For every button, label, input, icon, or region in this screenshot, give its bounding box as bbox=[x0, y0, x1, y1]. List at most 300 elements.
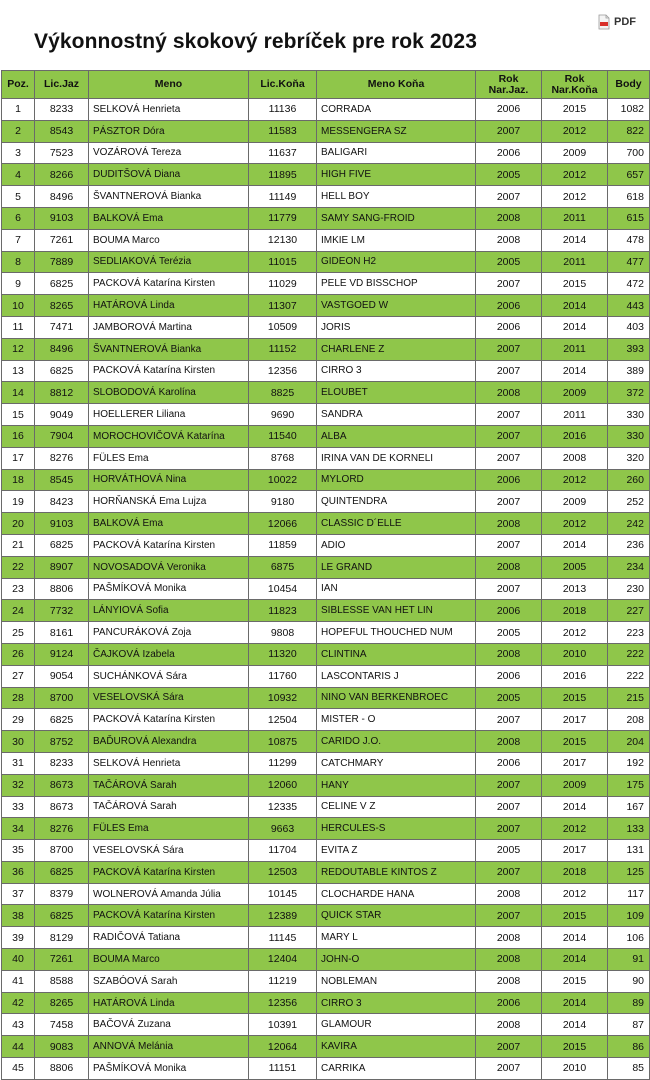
cell-position: 12 bbox=[2, 338, 35, 360]
cell-points: 443 bbox=[608, 295, 650, 317]
cell-name: VOZÁROVÁ Tereza bbox=[89, 142, 249, 164]
table-row bbox=[2, 709, 650, 731]
cell-points: 230 bbox=[608, 578, 650, 600]
cell-points: 236 bbox=[608, 534, 650, 556]
cell-points: 320 bbox=[608, 447, 650, 469]
cell-rider-birth-year: 2008 bbox=[476, 382, 542, 404]
cell-horse-birth-year: 2015 bbox=[542, 687, 608, 709]
cell-rider-birth-year: 2007 bbox=[476, 338, 542, 360]
cell-horse-license: 11704 bbox=[249, 840, 317, 862]
table-row bbox=[2, 905, 650, 927]
cell-position: 40 bbox=[2, 949, 35, 971]
table-row bbox=[2, 534, 650, 556]
cell-rider-license: 6825 bbox=[35, 861, 89, 883]
cell-rider-license: 6825 bbox=[35, 709, 89, 731]
cell-horse-birth-year: 2015 bbox=[542, 905, 608, 927]
table-row bbox=[2, 643, 650, 665]
table-row bbox=[2, 796, 650, 818]
cell-rider-license: 9083 bbox=[35, 1036, 89, 1058]
cell-points: 87 bbox=[608, 1014, 650, 1036]
cell-horse-birth-year: 2015 bbox=[542, 970, 608, 992]
cell-rider-birth-year: 2007 bbox=[476, 774, 542, 796]
cell-rider-license: 8276 bbox=[35, 447, 89, 469]
cell-rider-license: 8265 bbox=[35, 992, 89, 1014]
cell-name: ANNOVÁ Melánia bbox=[89, 1036, 249, 1058]
cell-horse-birth-year: 2014 bbox=[542, 360, 608, 382]
cell-horse-name: JOHN-O bbox=[317, 949, 476, 971]
cell-name: TAČÁROVÁ Sarah bbox=[89, 796, 249, 818]
cell-points: 260 bbox=[608, 469, 650, 491]
cell-name: BOUMA Marco bbox=[89, 229, 249, 251]
cell-horse-license: 11299 bbox=[249, 752, 317, 774]
cell-name: PAŠMÍKOVÁ Monika bbox=[89, 578, 249, 600]
cell-horse-birth-year: 2018 bbox=[542, 861, 608, 883]
cell-horse-birth-year: 2012 bbox=[542, 186, 608, 208]
cell-horse-name: ADIO bbox=[317, 534, 476, 556]
table-row bbox=[2, 949, 650, 971]
cell-horse-birth-year: 2017 bbox=[542, 840, 608, 862]
cell-rider-license: 6825 bbox=[35, 360, 89, 382]
cell-points: 822 bbox=[608, 120, 650, 142]
cell-horse-license: 12356 bbox=[249, 992, 317, 1014]
cell-rider-license: 8496 bbox=[35, 186, 89, 208]
rider-birth-year-line2: Nar.Jaz. bbox=[488, 83, 529, 96]
table-row bbox=[2, 665, 650, 687]
cell-rider-birth-year: 2007 bbox=[476, 491, 542, 513]
cell-position: 9 bbox=[2, 273, 35, 295]
cell-points: 85 bbox=[608, 1058, 650, 1080]
cell-horse-license: 12503 bbox=[249, 861, 317, 883]
table-row bbox=[2, 99, 650, 121]
cell-horse-license: 12060 bbox=[249, 774, 317, 796]
cell-rider-license: 8496 bbox=[35, 338, 89, 360]
cell-rider-license: 6825 bbox=[35, 534, 89, 556]
cell-position: 8 bbox=[2, 251, 35, 273]
cell-points: 372 bbox=[608, 382, 650, 404]
cell-rider-license: 7904 bbox=[35, 425, 89, 447]
table-row bbox=[2, 229, 650, 251]
cell-horse-license: 9663 bbox=[249, 818, 317, 840]
cell-position: 33 bbox=[2, 796, 35, 818]
cell-points: 700 bbox=[608, 142, 650, 164]
cell-horse-birth-year: 2014 bbox=[542, 534, 608, 556]
cell-rider-license: 8379 bbox=[35, 883, 89, 905]
cell-name: HOELLERER Liliana bbox=[89, 404, 249, 426]
cell-horse-license: 8825 bbox=[249, 382, 317, 404]
cell-rider-license: 8545 bbox=[35, 469, 89, 491]
table-row bbox=[2, 469, 650, 491]
cell-horse-birth-year: 2016 bbox=[542, 665, 608, 687]
cell-horse-license: 11152 bbox=[249, 338, 317, 360]
cell-horse-birth-year: 2012 bbox=[542, 883, 608, 905]
pdf-download-link[interactable] bbox=[597, 14, 636, 30]
cell-horse-license: 11307 bbox=[249, 295, 317, 317]
cell-rider-birth-year: 2006 bbox=[476, 469, 542, 491]
cell-rider-license: 7523 bbox=[35, 142, 89, 164]
cell-position: 11 bbox=[2, 316, 35, 338]
cell-horse-name: QUINTENDRA bbox=[317, 491, 476, 513]
cell-horse-birth-year: 2013 bbox=[542, 578, 608, 600]
cell-position: 24 bbox=[2, 600, 35, 622]
cell-horse-license: 8768 bbox=[249, 447, 317, 469]
cell-horse-license: 12389 bbox=[249, 905, 317, 927]
cell-horse-license: 10022 bbox=[249, 469, 317, 491]
cell-horse-license: 6875 bbox=[249, 556, 317, 578]
cell-horse-name: CIRRO 3 bbox=[317, 992, 476, 1014]
cell-name: SELKOVÁ Henrieta bbox=[89, 99, 249, 121]
cell-horse-birth-year: 2015 bbox=[542, 731, 608, 753]
table-row bbox=[2, 295, 650, 317]
cell-horse-license: 9690 bbox=[249, 404, 317, 426]
horse-birth-year-line2: Nar.Koňa bbox=[551, 83, 598, 96]
cell-horse-name: CLASSIC D´ELLE bbox=[317, 513, 476, 535]
column-header-rider-birth-year bbox=[476, 71, 542, 99]
cell-rider-license: 8129 bbox=[35, 927, 89, 949]
table-row bbox=[2, 752, 650, 774]
cell-horse-license: 12335 bbox=[249, 796, 317, 818]
cell-horse-name: HIGH FIVE bbox=[317, 164, 476, 186]
cell-horse-name: BALIGARI bbox=[317, 142, 476, 164]
cell-horse-birth-year: 2014 bbox=[542, 796, 608, 818]
table-row bbox=[2, 861, 650, 883]
cell-horse-name: CIRRO 3 bbox=[317, 360, 476, 382]
cell-points: 109 bbox=[608, 905, 650, 927]
cell-horse-name: LE GRAND bbox=[317, 556, 476, 578]
cell-rider-birth-year: 2007 bbox=[476, 578, 542, 600]
cell-points: 223 bbox=[608, 622, 650, 644]
cell-horse-name: QUICK STAR bbox=[317, 905, 476, 927]
rider-birth-year-line1: Rok bbox=[498, 72, 519, 85]
cell-name: PACKOVÁ Katarína Kirsten bbox=[89, 905, 249, 927]
cell-position: 42 bbox=[2, 992, 35, 1014]
table-row bbox=[2, 251, 650, 273]
cell-rider-license: 6825 bbox=[35, 273, 89, 295]
cell-name: HORVÁTHOVÁ Nina bbox=[89, 469, 249, 491]
cell-horse-name: VASTGOED W bbox=[317, 295, 476, 317]
cell-rider-birth-year: 2007 bbox=[476, 796, 542, 818]
cell-rider-license: 8543 bbox=[35, 120, 89, 142]
cell-rider-birth-year: 2008 bbox=[476, 229, 542, 251]
cell-rider-birth-year: 2007 bbox=[476, 425, 542, 447]
cell-rider-license: 8233 bbox=[35, 752, 89, 774]
cell-horse-license: 12064 bbox=[249, 1036, 317, 1058]
cell-rider-birth-year: 2007 bbox=[476, 534, 542, 556]
cell-rider-birth-year: 2006 bbox=[476, 295, 542, 317]
table-body bbox=[2, 99, 650, 1080]
table-row bbox=[2, 273, 650, 295]
table-row bbox=[2, 404, 650, 426]
cell-position: 32 bbox=[2, 774, 35, 796]
cell-position: 18 bbox=[2, 469, 35, 491]
cell-horse-license: 10875 bbox=[249, 731, 317, 753]
table-row bbox=[2, 622, 650, 644]
cell-name: MOROCHOVIČOVÁ Katarína bbox=[89, 425, 249, 447]
cell-rider-birth-year: 2006 bbox=[476, 600, 542, 622]
cell-name: WOLNEROVÁ Amanda Júlia bbox=[89, 883, 249, 905]
cell-horse-license: 11145 bbox=[249, 927, 317, 949]
cell-rider-birth-year: 2005 bbox=[476, 251, 542, 273]
cell-points: 478 bbox=[608, 229, 650, 251]
cell-points: 477 bbox=[608, 251, 650, 273]
cell-name: BOUMA Marco bbox=[89, 949, 249, 971]
cell-horse-name: MYLORD bbox=[317, 469, 476, 491]
table-row bbox=[2, 600, 650, 622]
cell-horse-birth-year: 2009 bbox=[542, 491, 608, 513]
cell-horse-birth-year: 2011 bbox=[542, 404, 608, 426]
cell-points: 215 bbox=[608, 687, 650, 709]
cell-horse-name: ELOUBET bbox=[317, 382, 476, 404]
cell-name: LÁNYIOVÁ Sofia bbox=[89, 600, 249, 622]
cell-horse-license: 11760 bbox=[249, 665, 317, 687]
cell-horse-birth-year: 2015 bbox=[542, 99, 608, 121]
cell-name: ŠVANTNEROVÁ Bianka bbox=[89, 338, 249, 360]
cell-rider-birth-year: 2008 bbox=[476, 970, 542, 992]
cell-position: 17 bbox=[2, 447, 35, 469]
cell-horse-name: HOPEFUL THOUCHED NUM bbox=[317, 622, 476, 644]
cell-rider-birth-year: 2008 bbox=[476, 927, 542, 949]
cell-points: 227 bbox=[608, 600, 650, 622]
cell-rider-license: 9049 bbox=[35, 404, 89, 426]
cell-name: HATÁROVÁ Linda bbox=[89, 295, 249, 317]
cell-horse-license: 11779 bbox=[249, 207, 317, 229]
cell-horse-license: 10932 bbox=[249, 687, 317, 709]
cell-horse-license: 12504 bbox=[249, 709, 317, 731]
cell-horse-license: 12356 bbox=[249, 360, 317, 382]
cell-points: 86 bbox=[608, 1036, 650, 1058]
cell-name: JAMBOROVÁ Martina bbox=[89, 316, 249, 338]
cell-position: 16 bbox=[2, 425, 35, 447]
cell-rider-license: 8806 bbox=[35, 1058, 89, 1080]
cell-rider-birth-year: 2007 bbox=[476, 1036, 542, 1058]
table-row bbox=[2, 731, 650, 753]
cell-horse-birth-year: 2017 bbox=[542, 752, 608, 774]
cell-horse-birth-year: 2009 bbox=[542, 142, 608, 164]
cell-position: 30 bbox=[2, 731, 35, 753]
cell-horse-birth-year: 2018 bbox=[542, 600, 608, 622]
cell-horse-license: 12404 bbox=[249, 949, 317, 971]
table-row bbox=[2, 142, 650, 164]
cell-horse-birth-year: 2012 bbox=[542, 513, 608, 535]
cell-points: 252 bbox=[608, 491, 650, 513]
cell-rider-license: 8233 bbox=[35, 99, 89, 121]
cell-position: 43 bbox=[2, 1014, 35, 1036]
cell-points: 330 bbox=[608, 425, 650, 447]
cell-position: 19 bbox=[2, 491, 35, 513]
cell-rider-birth-year: 2007 bbox=[476, 447, 542, 469]
cell-horse-name: KAVIRA bbox=[317, 1036, 476, 1058]
cell-horse-license: 9180 bbox=[249, 491, 317, 513]
cell-points: 131 bbox=[608, 840, 650, 862]
cell-position: 21 bbox=[2, 534, 35, 556]
cell-horse-birth-year: 2009 bbox=[542, 382, 608, 404]
table-row bbox=[2, 491, 650, 513]
cell-name: HATÁROVÁ Linda bbox=[89, 992, 249, 1014]
cell-horse-license: 11015 bbox=[249, 251, 317, 273]
pdf-file-icon bbox=[597, 14, 611, 30]
cell-name: PACKOVÁ Katarína Kirsten bbox=[89, 360, 249, 382]
cell-horse-name: GLAMOUR bbox=[317, 1014, 476, 1036]
cell-horse-birth-year: 2010 bbox=[542, 1058, 608, 1080]
cell-points: 167 bbox=[608, 796, 650, 818]
cell-rider-birth-year: 2006 bbox=[476, 99, 542, 121]
cell-name: ČAJKOVÁ Izabela bbox=[89, 643, 249, 665]
cell-horse-birth-year: 2008 bbox=[542, 447, 608, 469]
cell-position: 13 bbox=[2, 360, 35, 382]
cell-horse-license: 11895 bbox=[249, 164, 317, 186]
cell-horse-license: 10454 bbox=[249, 578, 317, 600]
column-header-points: Body bbox=[608, 71, 650, 99]
cell-position: 26 bbox=[2, 643, 35, 665]
cell-rider-license: 8673 bbox=[35, 774, 89, 796]
cell-rider-birth-year: 2008 bbox=[476, 643, 542, 665]
cell-horse-birth-year: 2011 bbox=[542, 338, 608, 360]
cell-points: 393 bbox=[608, 338, 650, 360]
cell-name: PACKOVÁ Katarína Kirsten bbox=[89, 273, 249, 295]
cell-horse-birth-year: 2011 bbox=[542, 251, 608, 273]
cell-horse-license: 11320 bbox=[249, 643, 317, 665]
table-row bbox=[2, 186, 650, 208]
cell-horse-birth-year: 2012 bbox=[542, 120, 608, 142]
cell-name: PACKOVÁ Katarína Kirsten bbox=[89, 709, 249, 731]
cell-horse-license: 11219 bbox=[249, 970, 317, 992]
cell-horse-license: 11637 bbox=[249, 142, 317, 164]
cell-horse-name: HERCULES-S bbox=[317, 818, 476, 840]
cell-name: BALKOVÁ Ema bbox=[89, 513, 249, 535]
table-row bbox=[2, 425, 650, 447]
cell-position: 45 bbox=[2, 1058, 35, 1080]
table-row bbox=[2, 883, 650, 905]
cell-name: BAĎUROVÁ Alexandra bbox=[89, 731, 249, 753]
table-row bbox=[2, 818, 650, 840]
cell-rider-birth-year: 2007 bbox=[476, 1058, 542, 1080]
cell-position: 41 bbox=[2, 970, 35, 992]
cell-position: 31 bbox=[2, 752, 35, 774]
cell-horse-name: EVITA Z bbox=[317, 840, 476, 862]
cell-rider-license: 7471 bbox=[35, 316, 89, 338]
cell-points: 222 bbox=[608, 643, 650, 665]
cell-rider-birth-year: 2007 bbox=[476, 709, 542, 731]
cell-name: PAŠMÍKOVÁ Monika bbox=[89, 1058, 249, 1080]
cell-position: 22 bbox=[2, 556, 35, 578]
cell-horse-name: HANY bbox=[317, 774, 476, 796]
cell-horse-name: SANDRA bbox=[317, 404, 476, 426]
cell-name: FÜLES Ema bbox=[89, 818, 249, 840]
cell-points: 89 bbox=[608, 992, 650, 1014]
cell-horse-birth-year: 2010 bbox=[542, 643, 608, 665]
cell-points: 234 bbox=[608, 556, 650, 578]
table-row bbox=[2, 382, 650, 404]
cell-rider-license: 8266 bbox=[35, 164, 89, 186]
cell-rider-license: 8700 bbox=[35, 687, 89, 709]
table-row bbox=[2, 1058, 650, 1080]
cell-points: 125 bbox=[608, 861, 650, 883]
cell-horse-birth-year: 2012 bbox=[542, 469, 608, 491]
ranking-table bbox=[1, 70, 650, 1080]
cell-horse-birth-year: 2014 bbox=[542, 295, 608, 317]
cell-points: 106 bbox=[608, 927, 650, 949]
cell-rider-license: 7261 bbox=[35, 949, 89, 971]
table-row bbox=[2, 164, 650, 186]
column-header-horse-license: Lic.Koňa bbox=[249, 71, 317, 99]
cell-name: BALKOVÁ Ema bbox=[89, 207, 249, 229]
cell-position: 6 bbox=[2, 207, 35, 229]
table-row bbox=[2, 774, 650, 796]
table-row bbox=[2, 447, 650, 469]
cell-rider-birth-year: 2008 bbox=[476, 207, 542, 229]
column-header-position: Poz. bbox=[2, 71, 35, 99]
cell-name: SEDLIAKOVÁ Terézia bbox=[89, 251, 249, 273]
cell-rider-license: 7261 bbox=[35, 229, 89, 251]
table-row bbox=[2, 360, 650, 382]
cell-points: 192 bbox=[608, 752, 650, 774]
cell-name: PACKOVÁ Katarína Kirsten bbox=[89, 861, 249, 883]
cell-horse-birth-year: 2016 bbox=[542, 425, 608, 447]
table-row bbox=[2, 927, 650, 949]
cell-horse-name: CLOCHARDE HANA bbox=[317, 883, 476, 905]
cell-name: VESELOVSKÁ Sára bbox=[89, 687, 249, 709]
cell-name: PÁSZTOR Dóra bbox=[89, 120, 249, 142]
cell-rider-birth-year: 2007 bbox=[476, 120, 542, 142]
cell-name: TAČÁROVÁ Sarah bbox=[89, 774, 249, 796]
cell-horse-birth-year: 2011 bbox=[542, 207, 608, 229]
cell-position: 37 bbox=[2, 883, 35, 905]
table-row bbox=[2, 578, 650, 600]
table-row bbox=[2, 840, 650, 862]
cell-points: 91 bbox=[608, 949, 650, 971]
cell-rider-birth-year: 2006 bbox=[476, 752, 542, 774]
cell-rider-license: 8812 bbox=[35, 382, 89, 404]
cell-horse-name: IRINA VAN DE KORNELI bbox=[317, 447, 476, 469]
cell-name: VESELOVSKÁ Sára bbox=[89, 840, 249, 862]
table-row bbox=[2, 316, 650, 338]
column-header-name: Meno bbox=[89, 71, 249, 99]
cell-horse-name: MISTER - O bbox=[317, 709, 476, 731]
cell-rider-license: 9103 bbox=[35, 207, 89, 229]
cell-horse-birth-year: 2014 bbox=[542, 229, 608, 251]
cell-horse-name: CARIDO J.O. bbox=[317, 731, 476, 753]
cell-horse-license: 12066 bbox=[249, 513, 317, 535]
cell-horse-name: CATCHMARY bbox=[317, 752, 476, 774]
cell-name: SELKOVÁ Henrieta bbox=[89, 752, 249, 774]
cell-horse-birth-year: 2017 bbox=[542, 709, 608, 731]
cell-points: 330 bbox=[608, 404, 650, 426]
cell-horse-name: CARRIKA bbox=[317, 1058, 476, 1080]
cell-horse-birth-year: 2014 bbox=[542, 949, 608, 971]
cell-horse-name: MARY L bbox=[317, 927, 476, 949]
page-title: Výkonnostný skokový rebríček pre rok 2023 bbox=[34, 30, 477, 53]
cell-rider-birth-year: 2008 bbox=[476, 513, 542, 535]
cell-horse-birth-year: 2005 bbox=[542, 556, 608, 578]
cell-rider-birth-year: 2005 bbox=[476, 164, 542, 186]
cell-horse-name: JORIS bbox=[317, 316, 476, 338]
column-header-horse-name: Meno Koňa bbox=[317, 71, 476, 99]
table-row bbox=[2, 687, 650, 709]
cell-horse-birth-year: 2014 bbox=[542, 316, 608, 338]
cell-points: 615 bbox=[608, 207, 650, 229]
cell-points: 1082 bbox=[608, 99, 650, 121]
cell-points: 242 bbox=[608, 513, 650, 535]
cell-rider-birth-year: 2005 bbox=[476, 622, 542, 644]
cell-rider-birth-year: 2008 bbox=[476, 731, 542, 753]
cell-rider-birth-year: 2008 bbox=[476, 883, 542, 905]
cell-points: 90 bbox=[608, 970, 650, 992]
cell-horse-license: 11859 bbox=[249, 534, 317, 556]
cell-rider-license: 8161 bbox=[35, 622, 89, 644]
table-row bbox=[2, 120, 650, 142]
cell-rider-birth-year: 2006 bbox=[476, 665, 542, 687]
column-header-horse-birth-year bbox=[542, 71, 608, 99]
cell-name: ŠVANTNEROVÁ Bianka bbox=[89, 186, 249, 208]
